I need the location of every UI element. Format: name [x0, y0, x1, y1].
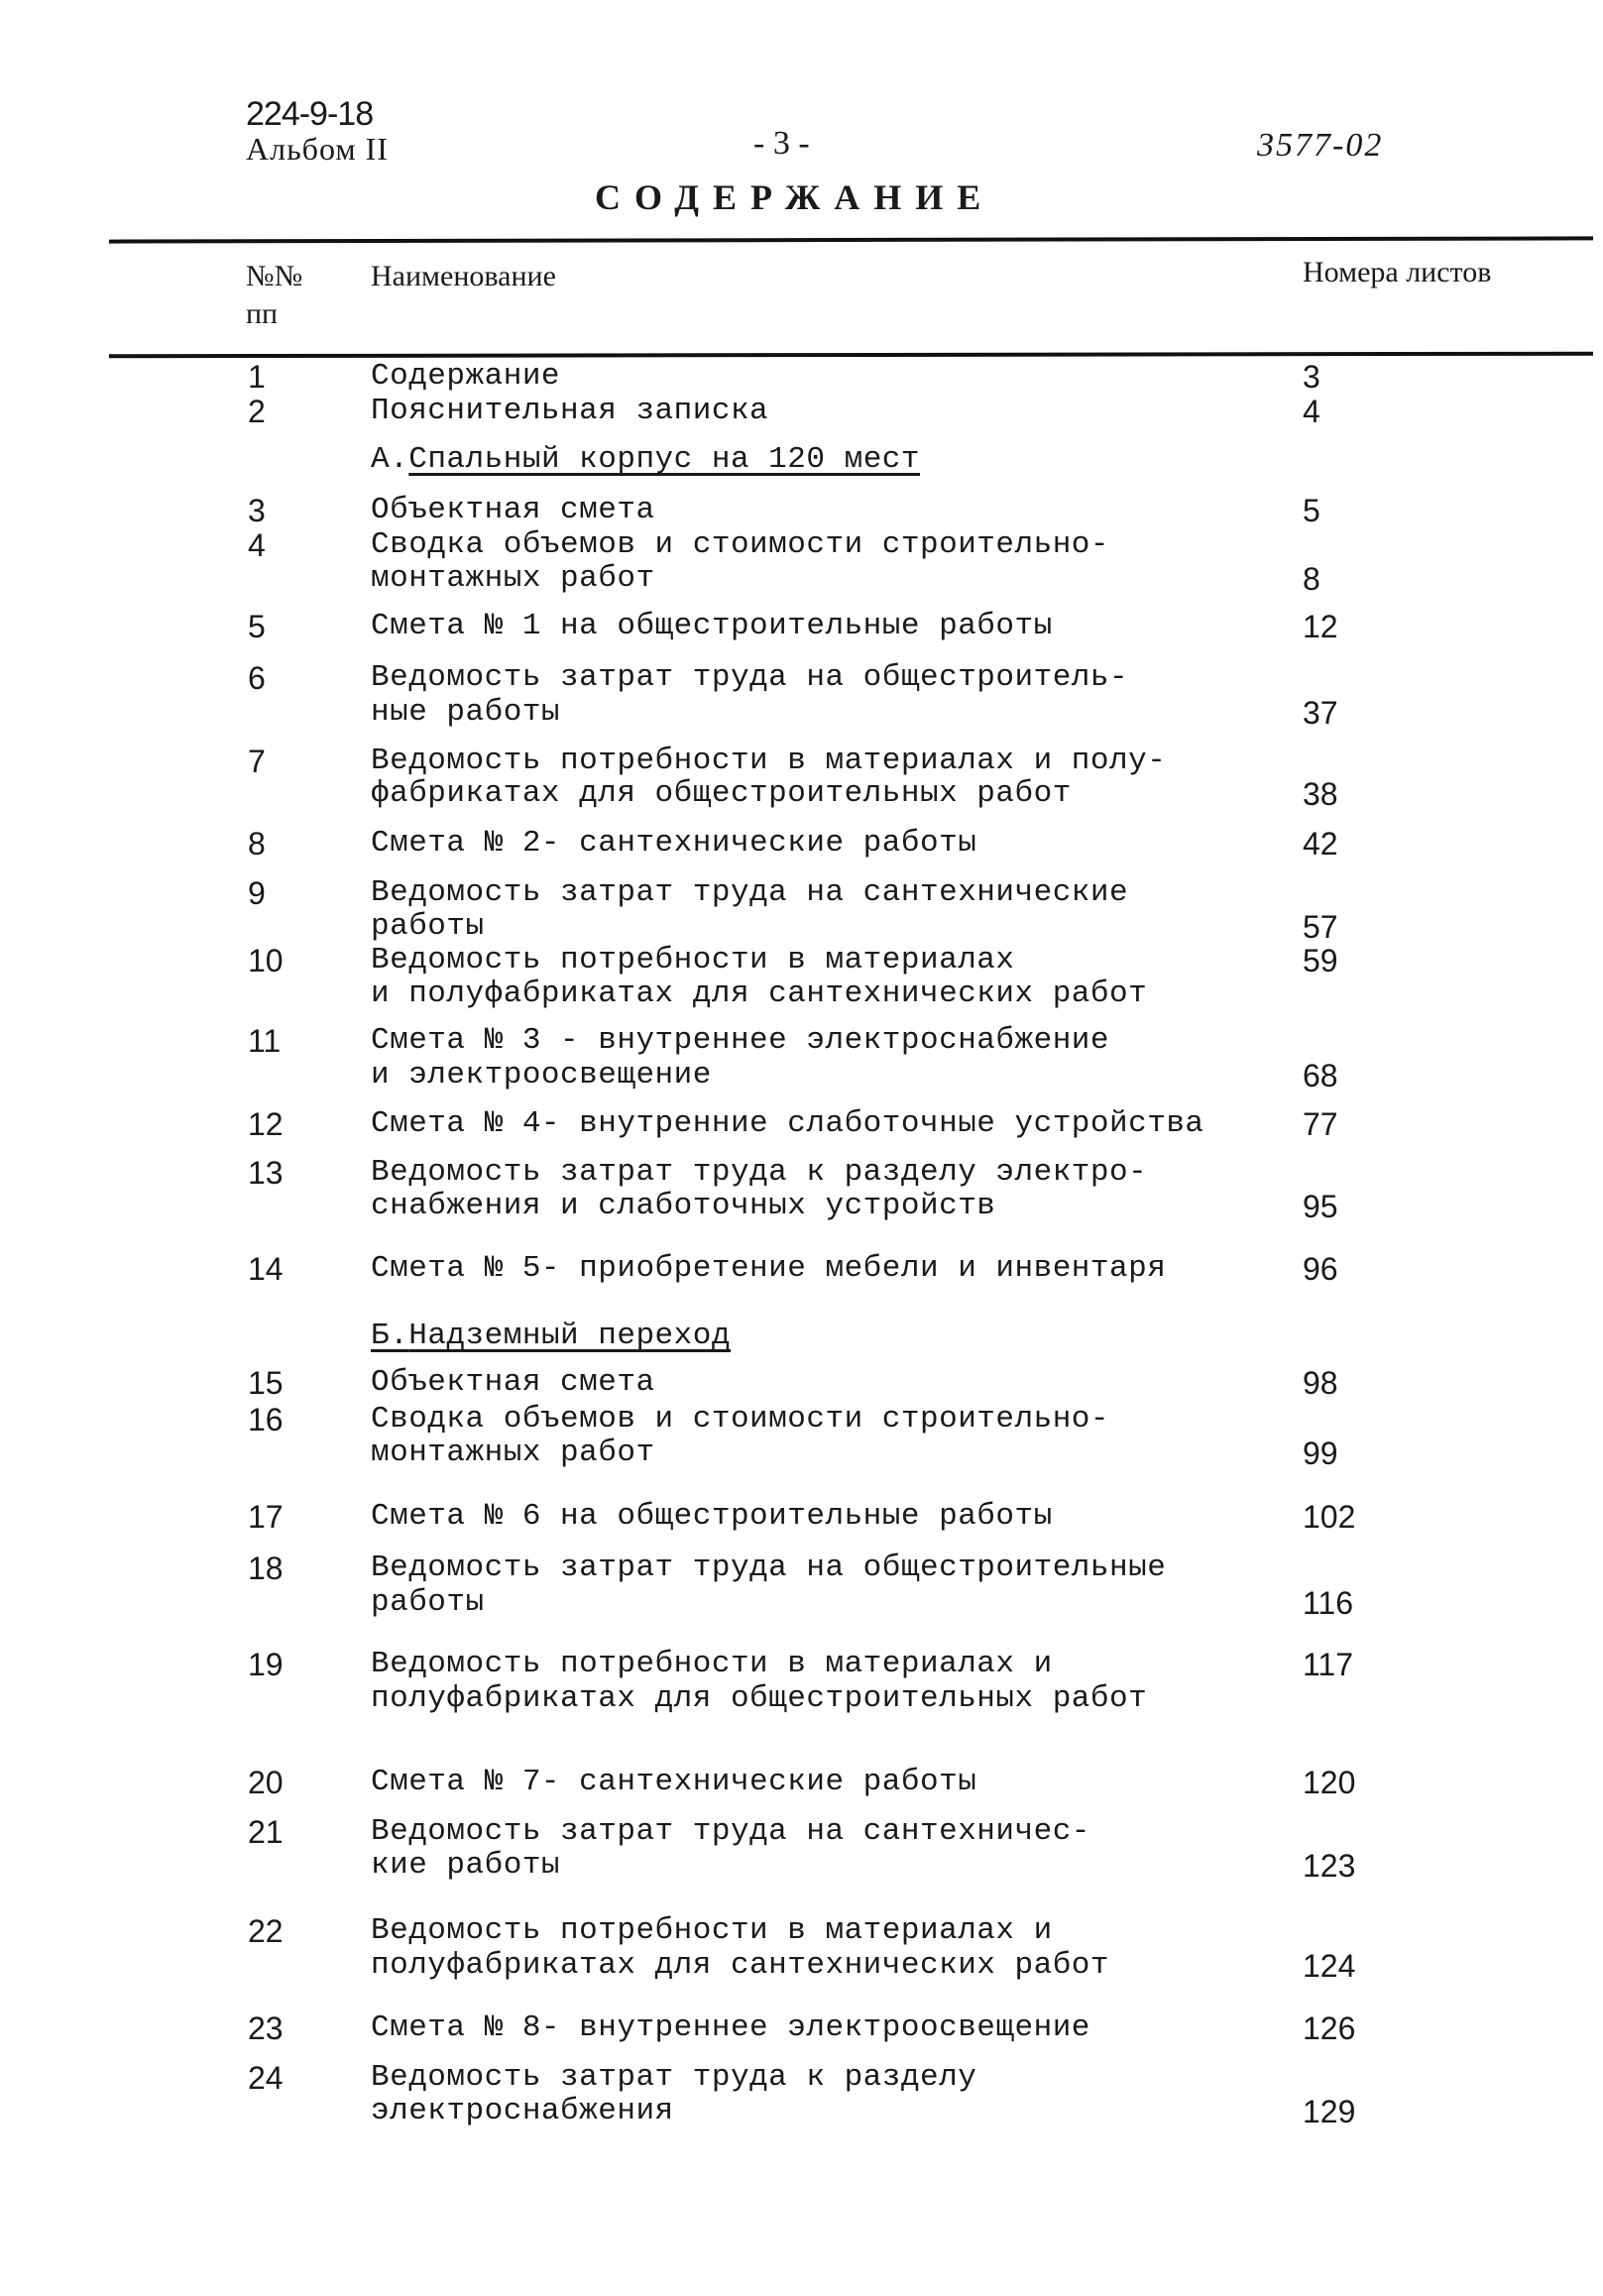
row-title-line: фабрикатах для общестроительных работ [371, 776, 1072, 811]
row-page-number: 4 [1303, 394, 1320, 429]
row-title-line: Объектная смета [371, 493, 655, 527]
row-page-number: 124 [1303, 1948, 1356, 1984]
row-title-line: Ведомость затрат труда на общестроитель- [371, 660, 1129, 695]
row-number: 7 [248, 744, 266, 779]
row-title-line: Ведомость затрат труда к разделу [371, 2060, 977, 2095]
row-page-number: 3 [1303, 359, 1320, 395]
row-title-line: Ведомость потребности в материалах [371, 943, 1015, 977]
row-page-number: 12 [1303, 609, 1338, 644]
header-divider [109, 352, 1593, 359]
row-title-line: Сводка объемов и стоимости строительно- [371, 1402, 1110, 1436]
top-divider [109, 236, 1593, 243]
row-page-number: 123 [1303, 1848, 1356, 1884]
row-page-number: 42 [1303, 826, 1338, 861]
row-page-number: 77 [1303, 1106, 1338, 1142]
row-page-number: 117 [1303, 1647, 1354, 1682]
section-b-prefix: Б. [371, 1319, 409, 1353]
row-number: 9 [248, 875, 266, 911]
row-title-line: Смета № 7- сантехнические работы [371, 1765, 977, 1799]
row-number: 10 [248, 943, 284, 978]
row-title-line: Ведомость затрат труда на сантехнические [371, 875, 1129, 910]
row-title-line: Ведомость затрат труда на общестроительные [371, 1550, 1167, 1585]
row-page-number: 126 [1303, 2010, 1356, 2046]
row-number: 23 [248, 2010, 284, 2046]
row-page-number: 120 [1303, 1765, 1356, 1800]
section-heading-b [371, 1319, 731, 1353]
row-number: 16 [248, 1402, 284, 1437]
row-title-line: Смета № 2- сантехнические работы [371, 826, 977, 861]
row-number: 24 [248, 2060, 284, 2096]
row-title-line: ные работы [371, 695, 561, 730]
row-number: 2 [248, 394, 266, 429]
row-number: 4 [248, 527, 266, 563]
section-a-prefix: А. [371, 442, 409, 477]
row-number: 21 [248, 1814, 284, 1850]
row-title-line: Объектная смета [371, 1365, 655, 1400]
row-number: 6 [248, 660, 266, 696]
row-number: 22 [248, 1913, 284, 1949]
row-number: 13 [248, 1155, 284, 1191]
album-label: Альбом II [246, 131, 389, 167]
column-header-name: Наименование [371, 260, 556, 292]
row-title-line: Ведомость потребности в материалах и полу- [371, 744, 1167, 778]
row-number: 5 [248, 609, 266, 644]
row-title-line: работы [371, 909, 485, 944]
row-title-line: и полуфабрикатах для сантехнических работ [371, 976, 1148, 1011]
row-title-line: монтажных работ [371, 1435, 655, 1470]
page-number: - 3 - [753, 125, 810, 162]
reference-number: 3577-02 [1257, 127, 1384, 164]
row-title-line: Смета № 4- внутренние слаботочные устройства [371, 1106, 1204, 1141]
row-title-line: полуфабрикатах для сантехнических работ [371, 1948, 1110, 1983]
row-page-number: 8 [1303, 561, 1320, 597]
row-page-number: 96 [1303, 1251, 1338, 1287]
row-title-line: кие работы [371, 1848, 561, 1883]
row-title-line: Смета № 8- внутреннее электроосвещение [371, 2010, 1090, 2045]
row-title-line: Пояснительная записка [371, 394, 769, 428]
row-page-number: 37 [1303, 695, 1338, 731]
row-page-number: 102 [1303, 1499, 1356, 1535]
section-a-title: Спальный корпус на 120 мест [408, 442, 921, 477]
row-page-number: 98 [1303, 1365, 1338, 1401]
row-title-line: Ведомость потребности в материалах и [371, 1913, 1053, 1948]
row-page-number: 68 [1303, 1058, 1338, 1093]
row-number: 3 [248, 493, 266, 528]
row-number: 14 [248, 1251, 284, 1287]
row-page-number: 99 [1303, 1435, 1338, 1471]
row-title-line: Смета № 3 - внутреннее электроснабжение [371, 1023, 1110, 1058]
row-number: 11 [248, 1023, 282, 1059]
row-title-line: Содержание [371, 359, 561, 394]
row-page-number: 5 [1303, 493, 1320, 528]
row-title-line: Сводка объемов и стоимости строительно- [371, 527, 1110, 562]
column-header-pages: Номера листов [1303, 256, 1492, 288]
row-title-line: Смета № 6 на общестроительные работы [371, 1499, 1053, 1534]
row-title-line: полуфабрикатах для общестроительных работ [371, 1681, 1148, 1716]
row-title-line: Смета № 5- приобретение мебели и инвентаря [371, 1251, 1167, 1286]
row-title-line: снабжения и слаботочных устройств [371, 1189, 996, 1223]
row-page-number: 38 [1303, 776, 1338, 812]
document-code: 224-9-18 [246, 95, 374, 133]
row-number: 15 [248, 1365, 284, 1401]
row-number: 17 [248, 1499, 284, 1535]
section-heading-a [371, 442, 920, 477]
row-title-line: Смета № 1 на общестроительные работы [371, 609, 1053, 643]
row-title-line: Ведомость потребности в материалах и [371, 1647, 1053, 1681]
row-title-line: Ведомость затрат труда на сантехничес- [371, 1814, 1090, 1849]
row-page-number: 57 [1303, 909, 1338, 945]
row-number: 19 [248, 1647, 284, 1682]
row-page-number: 116 [1303, 1585, 1354, 1621]
row-page-number: 59 [1303, 943, 1338, 978]
row-number: 18 [248, 1550, 284, 1586]
row-title-line: монтажных работ [371, 561, 655, 596]
column-header-number: №№ [246, 260, 303, 292]
row-number: 12 [248, 1106, 284, 1142]
column-header-number-sub: пп [246, 297, 279, 330]
row-title-line: Ведомость затрат труда к разделу электро- [371, 1155, 1148, 1190]
row-number: 8 [248, 826, 266, 861]
row-page-number: 95 [1303, 1189, 1338, 1224]
section-b-title: Надземный переход [408, 1319, 731, 1353]
row-number: 20 [248, 1765, 284, 1800]
row-number: 1 [248, 359, 266, 395]
row-title-line: электроснабжения [371, 2094, 674, 2128]
row-page-number: 129 [1303, 2094, 1356, 2129]
row-title-line: и электроосвещение [371, 1058, 712, 1092]
page-title: СОДЕРЖАНИЕ [595, 177, 995, 217]
row-title-line: работы [371, 1585, 485, 1620]
